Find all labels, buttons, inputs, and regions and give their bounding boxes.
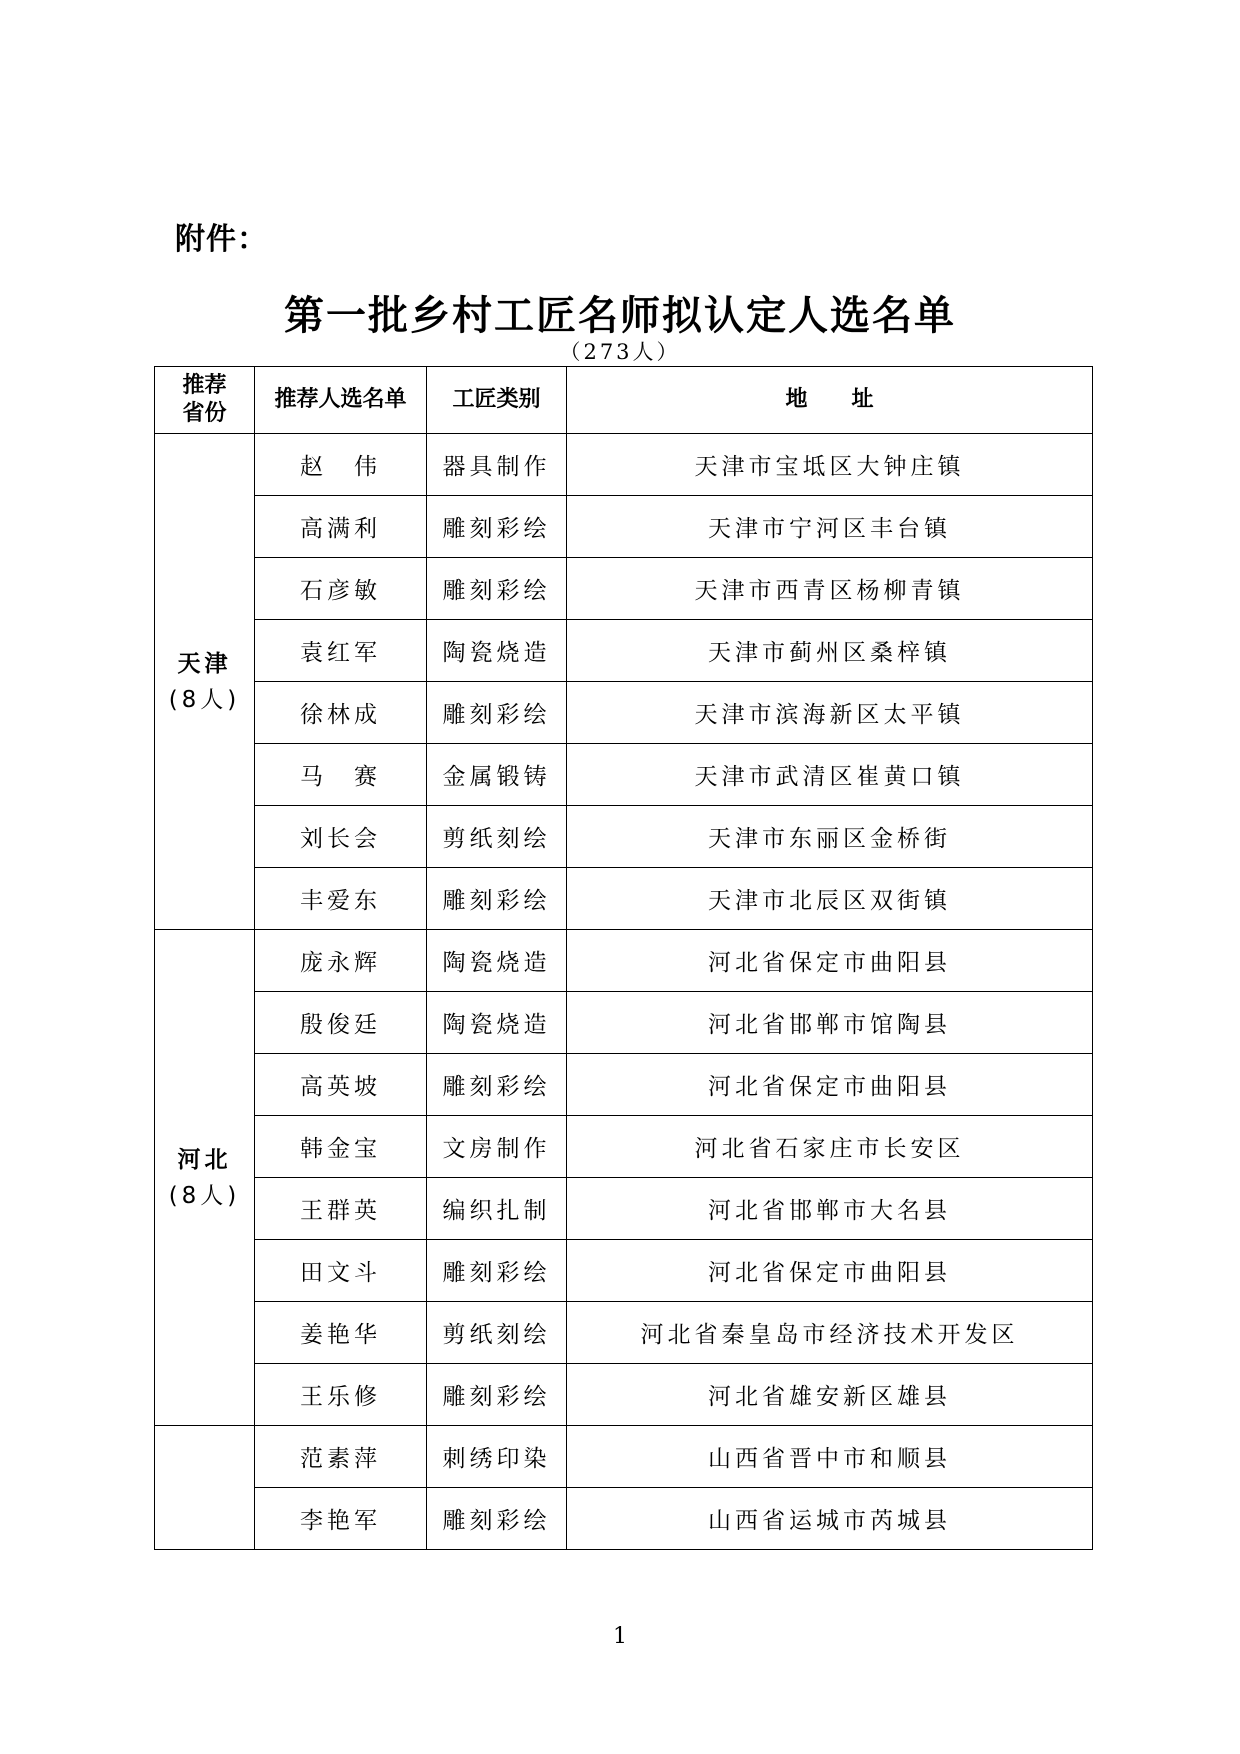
page-number: 1: [613, 1624, 627, 1649]
craft-category-cell: 陶瓷烧造: [427, 992, 567, 1054]
table-row: [155, 682, 1093, 744]
craft-category-cell: 剪纸刻绘: [427, 1302, 567, 1364]
table-header-row: [155, 367, 1093, 434]
address-cell: 天津市西青区杨柳青镇: [567, 558, 1093, 620]
table-row: [155, 1178, 1093, 1240]
province-count: (8人): [168, 686, 241, 713]
craft-category-cell: 雕刻彩绘: [427, 496, 567, 558]
candidate-name-cell: 殷俊廷: [255, 992, 427, 1054]
candidate-name-cell: 庞永辉: [255, 930, 427, 992]
address-cell: 河北省石家庄市长安区: [567, 1116, 1093, 1178]
craft-category-cell: 雕刻彩绘: [427, 1364, 567, 1426]
address-cell: 河北省邯郸市大名县: [567, 1178, 1093, 1240]
address-cell: 天津市宁河区丰台镇: [567, 496, 1093, 558]
craft-category-cell: 文房制作: [427, 1116, 567, 1178]
craft-category-cell: 雕刻彩绘: [427, 868, 567, 930]
table-row: [155, 558, 1093, 620]
candidate-name-cell: 徐林成: [255, 682, 427, 744]
table-row: [155, 1302, 1093, 1364]
table-row: [155, 1364, 1093, 1426]
address-cell: 天津市宝坻区大钟庄镇: [567, 434, 1093, 496]
address-cell: 天津市武清区崔黄口镇: [567, 744, 1093, 806]
candidate-name-cell: 赵 伟: [255, 434, 427, 496]
craft-category-cell: 陶瓷烧造: [427, 930, 567, 992]
table-body: [155, 434, 1093, 1550]
table-row: [155, 744, 1093, 806]
craft-category-cell: 刺绣印染: [427, 1426, 567, 1488]
candidate-name-cell: 王乐修: [255, 1364, 427, 1426]
address-cell: 河北省秦皇岛市经济技术开发区: [567, 1302, 1093, 1364]
header-address: 地 址: [567, 367, 1093, 434]
attachment-label: 附件：: [175, 222, 268, 257]
candidate-name-cell: 王群英: [255, 1178, 427, 1240]
table-row: [155, 1116, 1093, 1178]
craft-category-cell: 编织扎制: [427, 1178, 567, 1240]
address-cell: 山西省晋中市和顺县: [567, 1426, 1093, 1488]
craft-category-cell: 器具制作: [427, 434, 567, 496]
craft-category-cell: 雕刻彩绘: [427, 1240, 567, 1302]
province-cell: [155, 434, 255, 930]
candidate-name-cell: 高英坡: [255, 1054, 427, 1116]
candidate-name-cell: 姜艳华: [255, 1302, 427, 1364]
province-name: 河北: [177, 1146, 232, 1173]
candidate-name-cell: 丰爱东: [255, 868, 427, 930]
address-cell: 天津市滨海新区太平镇: [567, 682, 1093, 744]
candidate-name-cell: 石彦敏: [255, 558, 427, 620]
craft-category-cell: 陶瓷烧造: [427, 620, 567, 682]
address-cell: 河北省邯郸市馆陶县: [567, 992, 1093, 1054]
total-count: （273人）: [559, 340, 681, 364]
address-cell: 山西省运城市芮城县: [567, 1488, 1093, 1550]
craft-category-cell: 雕刻彩绘: [427, 1054, 567, 1116]
table-row: [155, 434, 1093, 496]
candidate-name-cell: 李艳军: [255, 1488, 427, 1550]
header-name: 推荐人选名单: [255, 367, 427, 434]
candidate-name-cell: 袁红军: [255, 620, 427, 682]
province-count: (8人): [168, 1182, 241, 1209]
table-row: [155, 496, 1093, 558]
table-row: [155, 930, 1093, 992]
page-title: 第一批乡村工匠名师拟认定人选名单: [284, 292, 956, 339]
craft-category-cell: 金属锻铸: [427, 744, 567, 806]
table-row: [155, 1488, 1093, 1550]
table-row: [155, 868, 1093, 930]
province-cell: [155, 930, 255, 1426]
address-cell: 天津市北辰区双街镇: [567, 868, 1093, 930]
address-cell: 河北省保定市曲阳县: [567, 1240, 1093, 1302]
address-cell: 天津市东丽区金桥街: [567, 806, 1093, 868]
address-cell: 河北省保定市曲阳县: [567, 930, 1093, 992]
address-cell: 天津市蓟州区桑梓镇: [567, 620, 1093, 682]
candidate-name-cell: 高满利: [255, 496, 427, 558]
table-row: [155, 1054, 1093, 1116]
province-name: 天津: [177, 650, 232, 677]
province-cell: [155, 1426, 255, 1550]
craft-category-cell: 剪纸刻绘: [427, 806, 567, 868]
table-row: [155, 1426, 1093, 1488]
address-cell: 河北省雄安新区雄县: [567, 1364, 1093, 1426]
table-row: [155, 992, 1093, 1054]
header-category: 工匠类别: [427, 367, 567, 434]
candidate-name-cell: 马 赛: [255, 744, 427, 806]
craft-category-cell: 雕刻彩绘: [427, 682, 567, 744]
header-province: 推荐 省份: [155, 367, 255, 434]
candidate-table: [154, 366, 1093, 1550]
craft-category-cell: 雕刻彩绘: [427, 558, 567, 620]
address-cell: 河北省保定市曲阳县: [567, 1054, 1093, 1116]
craft-category-cell: 雕刻彩绘: [427, 1488, 567, 1550]
table-row: [155, 620, 1093, 682]
candidate-name-cell: 田文斗: [255, 1240, 427, 1302]
candidate-name-cell: 范素萍: [255, 1426, 427, 1488]
table-row: [155, 1240, 1093, 1302]
candidate-name-cell: 刘长会: [255, 806, 427, 868]
candidate-name-cell: 韩金宝: [255, 1116, 427, 1178]
table-row: [155, 806, 1093, 868]
